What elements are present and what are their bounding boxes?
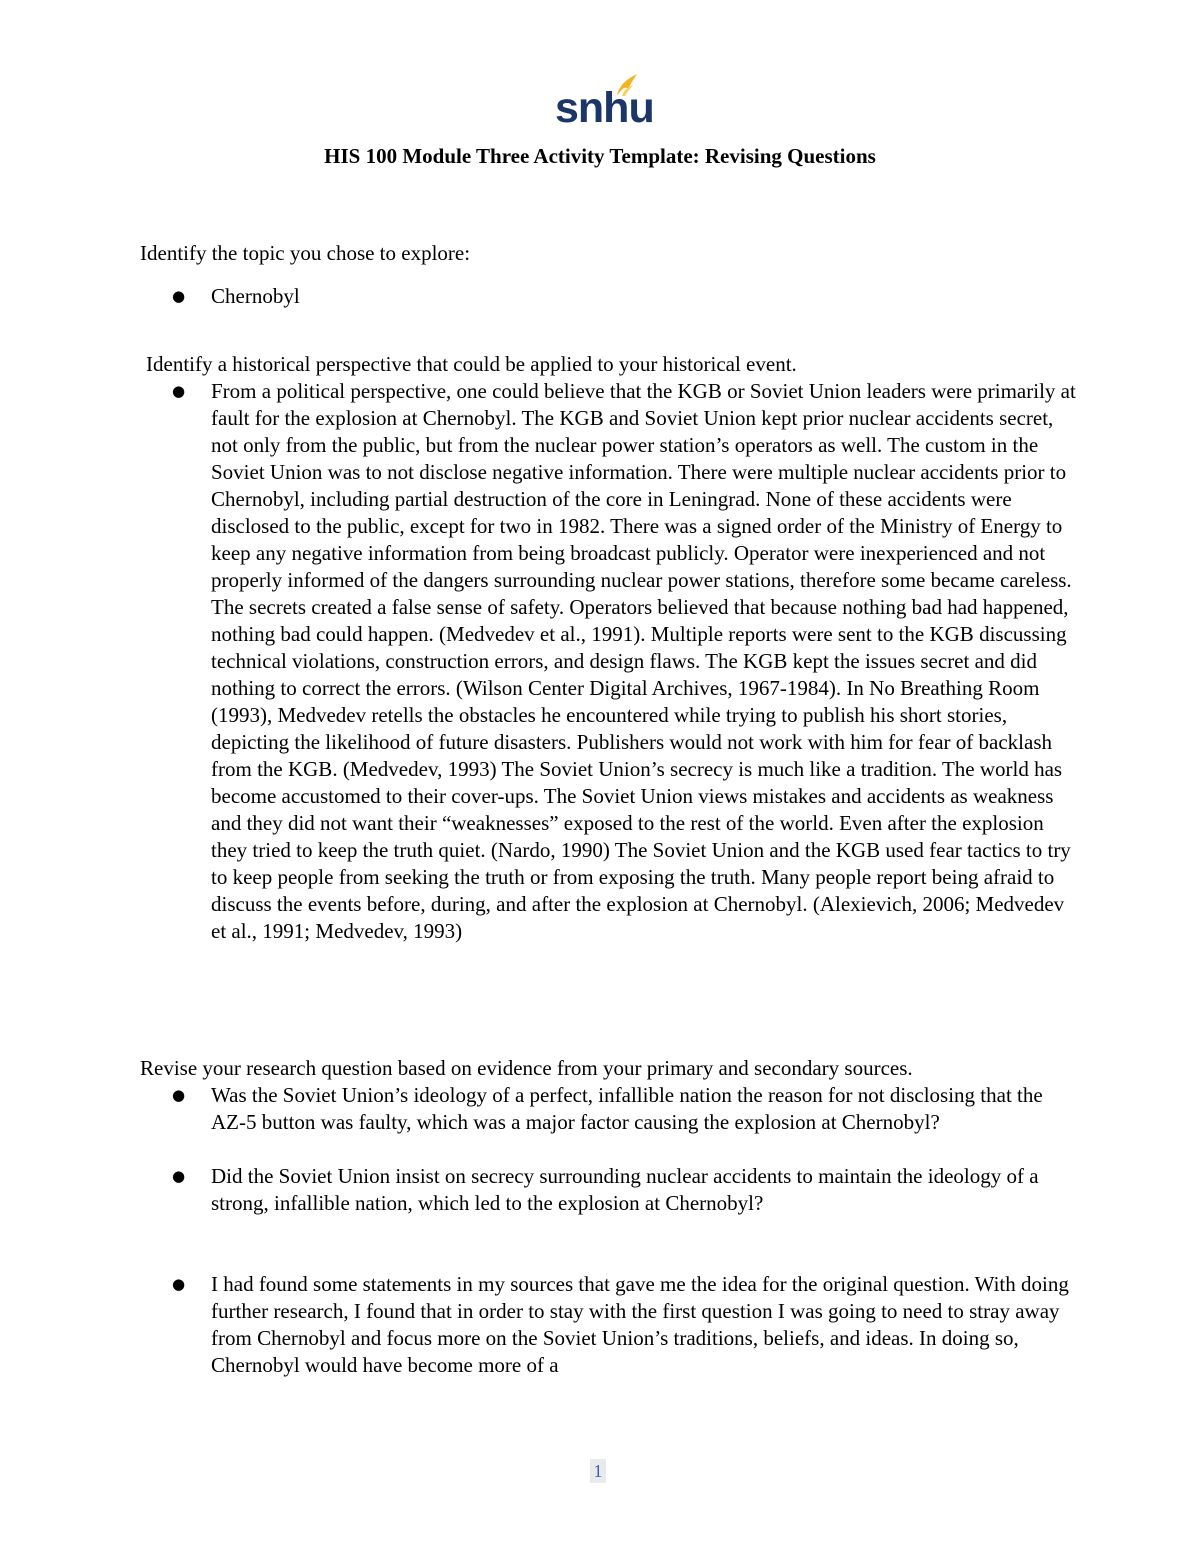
- revise-prompt: Revise your research question based on evidence from your primary and secondary sources.: [140, 1056, 913, 1080]
- page-number: 1: [590, 1459, 606, 1483]
- logo-wordmark: snhu: [555, 84, 654, 132]
- bullet-icon: ●: [172, 1086, 186, 1104]
- list-item: [172, 1271, 1072, 1379]
- snhu-logo: [555, 72, 654, 132]
- topic-prompt: Identify the topic you chose to explore:: [140, 241, 471, 265]
- list-item-text: Chernobyl: [211, 284, 300, 308]
- topic-list: [172, 283, 1072, 310]
- list-item: [172, 1082, 1072, 1136]
- list-item: [172, 283, 1072, 310]
- list-item: [172, 378, 1077, 945]
- list-item-text: I had found some statements in my sources that gave me the idea for the original question. With doing further research, I found that in order to stay with the first question I was going to need to stray away from Chernobyl and focus more on the Soviet Union’s traditions, beliefs, and ideas. In doing so, Chernobyl would have become more of a: [211, 1272, 1069, 1377]
- bullet-icon: ●: [172, 287, 186, 305]
- bullet-icon: ●: [172, 382, 186, 400]
- research-question-list: [172, 1082, 1072, 1379]
- perspective-list: [172, 378, 1077, 945]
- list-item-text: From a political perspective, one could believe that the KGB or Soviet Union leaders were primarily at fault for the explosion at Chernobyl. The KGB and Soviet Union kept prior nuclear accidents secret, not only from the public, but from the nuclear power station’s operators as well. The custom in the Soviet Union was to not disclose negative information. There were multiple nuclear accidents prior to Chernobyl, including partial destruction of the core in Leningrad. None of these accidents were disclosed to the public, except for two in 1982. There was a signed order of the Ministry of Energy to keep any negative information from being broadcast publicly. Operator were inexperienced and not properly informed of the dangers surrounding nuclear power stations, therefore some became careless. The secrets created a false sense of safety. Operators believed that because nothing bad had happened, nothing bad could happen. (Medvedev et al., 1991). Multiple reports were sent to the KGB discussing technical violations, construction errors, and design flaws. The KGB kept the issues secret and did nothing to correct the errors. (Wilson Center Digital Archives, 1967-1984). In No Breathing Room (1993), Medvedev retells the obstacles he encountered while trying to publish his short stories, depicting the likelihood of future disasters. Publishers would not work with him for fear of backlash from the KGB. (Medvedev, 1993) The Soviet Union’s secrecy is much like a tradition. The world has become accustomed to their cover-ups. The Soviet Union views mistakes and accidents as weakness and they did not want their “weaknesses” exposed to the rest of the world. Even after the explosion they tried to keep the truth quiet. (Nardo, 1990) The Soviet Union and the KGB used fear tactics to try to keep people from seeking the truth or from exposing the truth. Many people report being afraid to discuss the events before, during, and after the explosion at Chernobyl. (Alexievich, 2006; Medvedev et al., 1991; Medvedev, 1993): [211, 379, 1076, 943]
- list-item-text: Did the Soviet Union insist on secrecy surrounding nuclear accidents to maintain the ideology of a strong, infallible nation, which led to the explosion at Chernobyl?: [211, 1164, 1039, 1215]
- bullet-icon: ●: [172, 1275, 186, 1293]
- list-item-text: Was the Soviet Union’s ideology of a perfect, infallible nation the reason for not disclosing that the AZ-5 button was faulty, which was a major factor causing the explosion at Chernobyl?: [211, 1083, 1043, 1134]
- perspective-prompt: Identify a historical perspective that could be applied to your historical event.: [146, 352, 797, 376]
- list-item: [172, 1163, 1072, 1217]
- bullet-icon: ●: [172, 1167, 186, 1185]
- document-title: HIS 100 Module Three Activity Template: Revising Questions: [324, 144, 876, 168]
